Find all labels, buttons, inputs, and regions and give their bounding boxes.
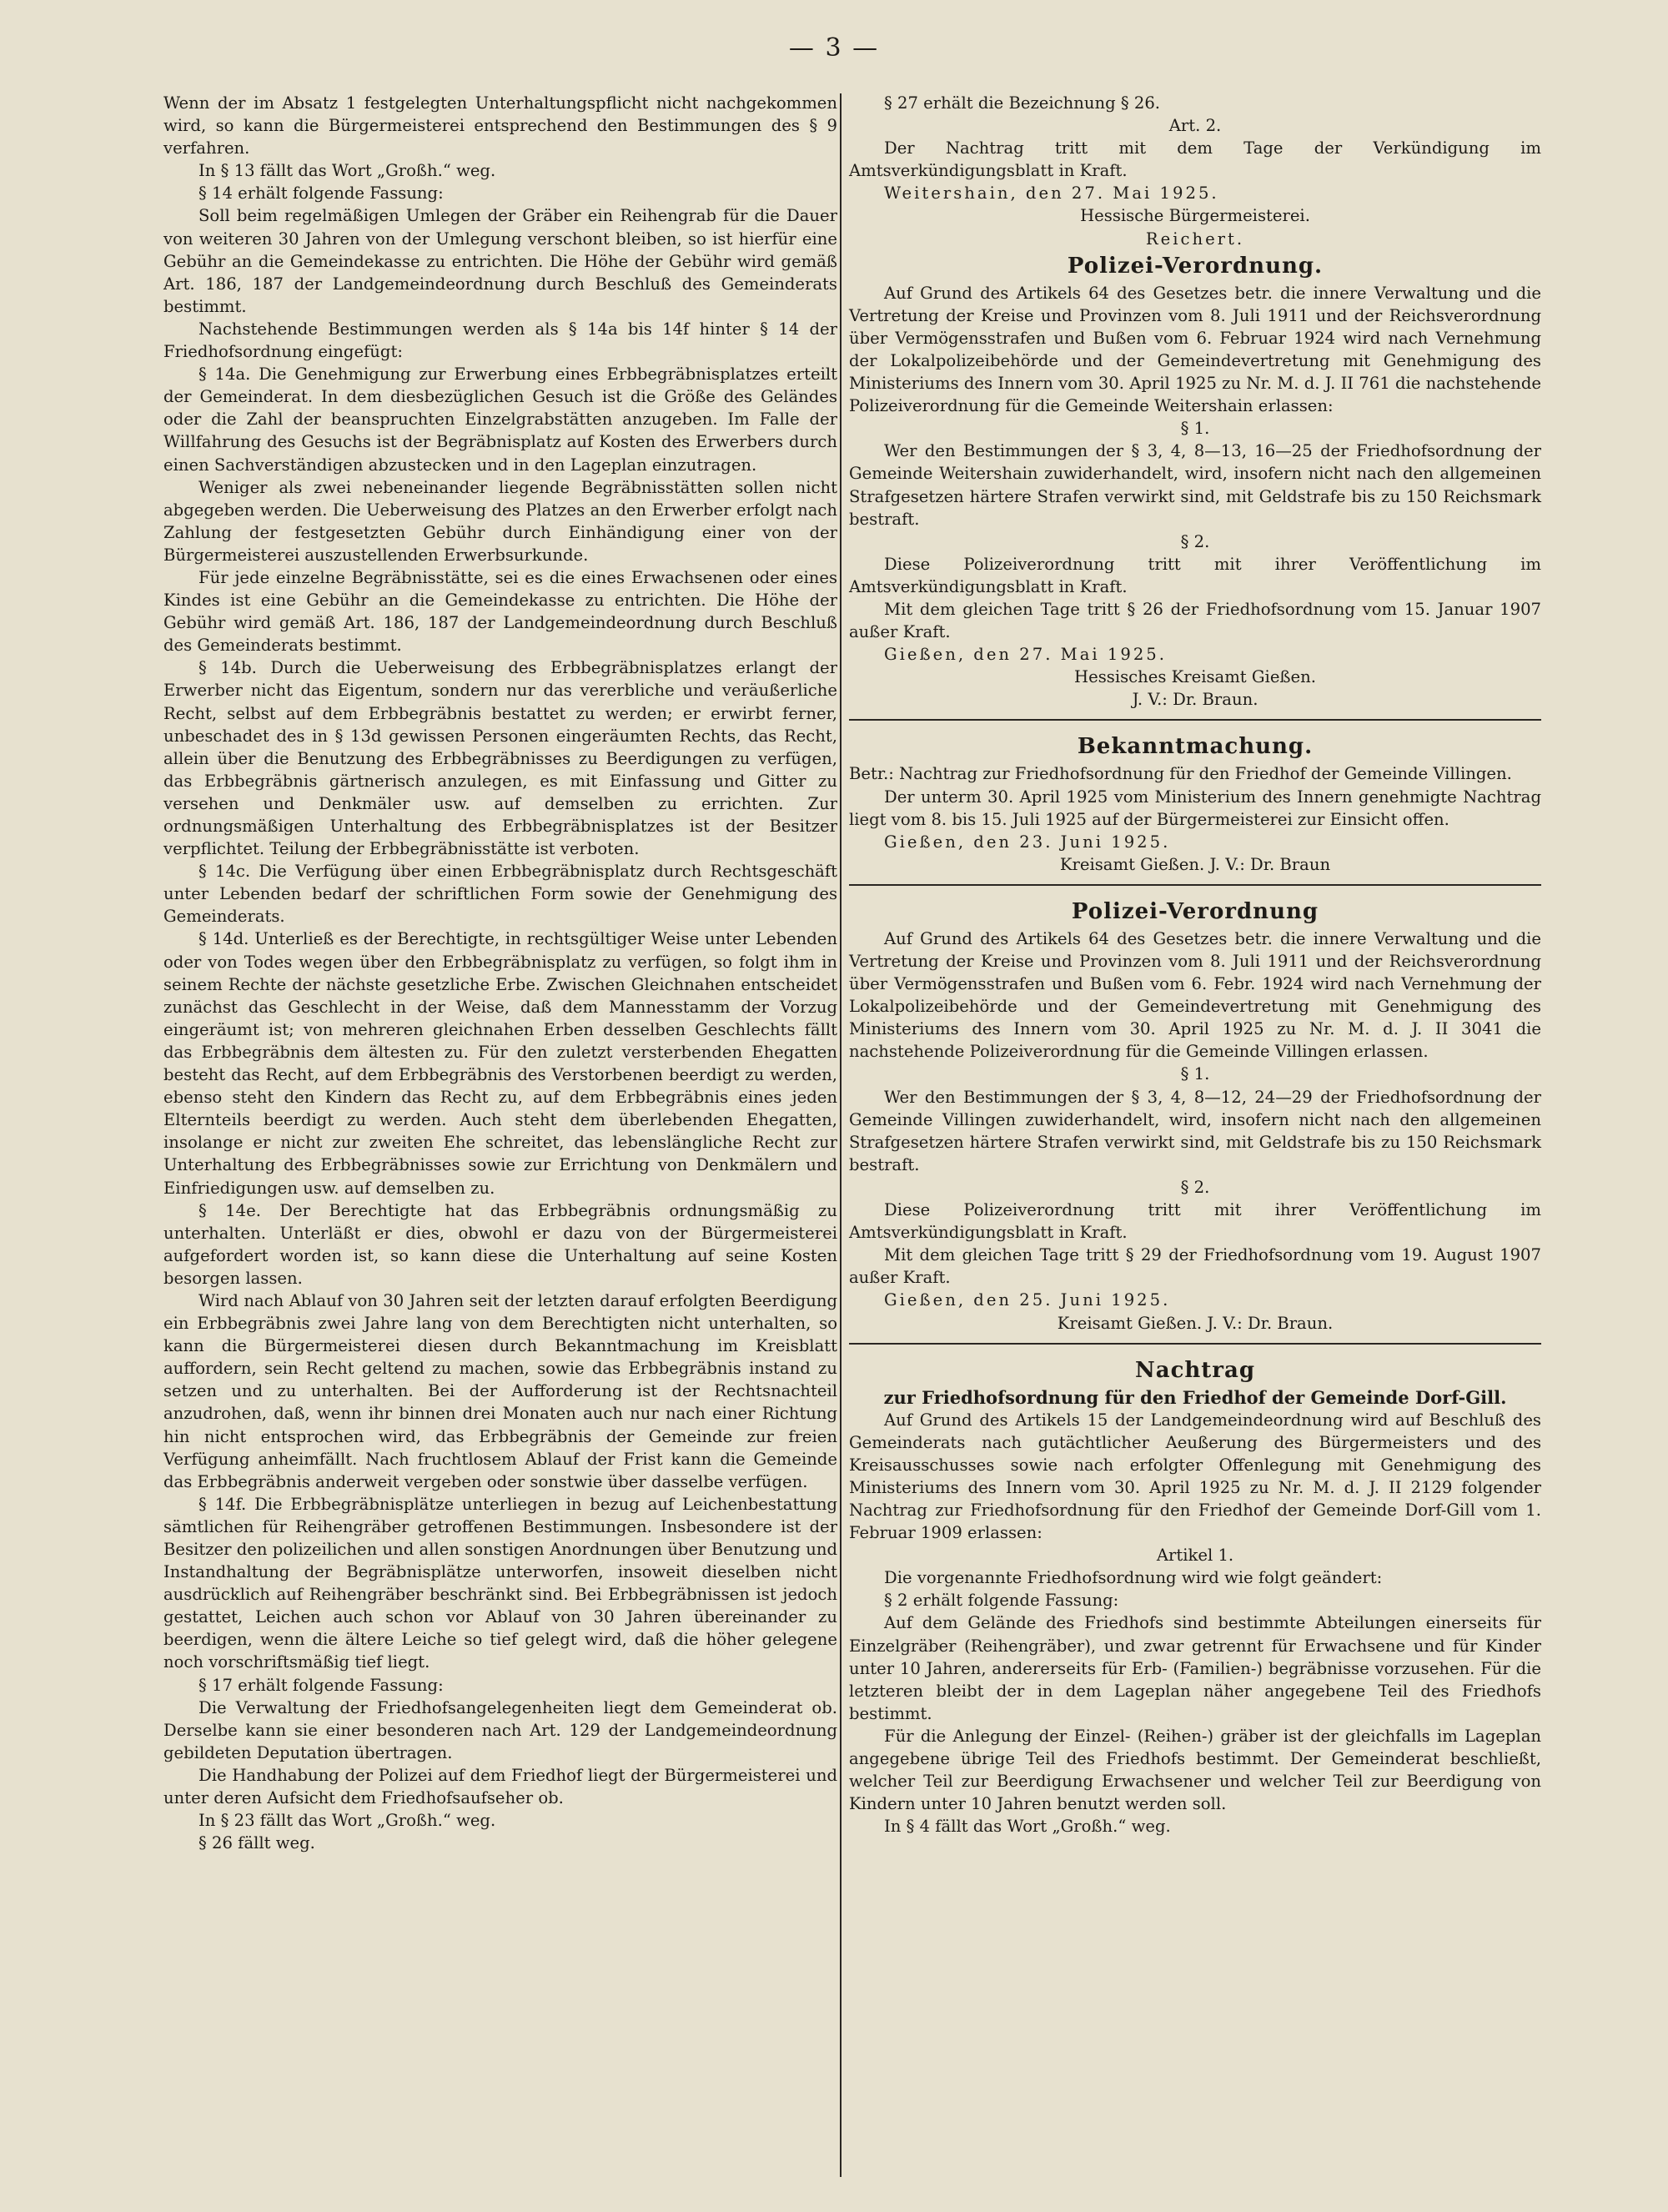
paragraph: § 14a. Die Genehmigung zur Erwerbung eines Erbbegräbnisplatzes erteilt der Gemeinderat. In dem diesbezüglichen Gesuch ist die Größe des Geländes oder die Zahl der beanspruchten Einzelgrabstätten anzugeben. Im Falle der Willfahrung des Gesuchs ist der Begräbnisplatz auf Kosten des Erwerbers durch einen Sachverständigen abzustecken und in den Lageplan einzutragen. bbox=[163, 364, 837, 475]
paragraph: Für jede einzelne Begräbnisstätte, sei es die eines Erwachsenen oder eines Kindes ist eine Gebühr an die Gemeindekasse zu entrichten. Die Höhe der Gebühr wird gemäß Art. 186, 187 der Landgemeindeordnung durch Beschluß des Gemeinderats bestimmt. bbox=[163, 567, 837, 656]
paragraph-label: § 2. bbox=[1180, 531, 1210, 551]
signature: Reichert. bbox=[1145, 229, 1245, 249]
polizei-verordnung-weitershain bbox=[849, 250, 1541, 711]
paragraph: Mit dem gleichen Tage tritt § 26 der Friedhofsordnung vom 15. Januar 1907 außer Kraft. bbox=[849, 599, 1541, 642]
section-heading: Polizei-Verordnung. bbox=[1067, 253, 1324, 279]
authority: Hessische Bürgermeisterei. bbox=[1080, 206, 1310, 226]
signature: Kreisamt Gießen. J. V.: Dr. Braun. bbox=[1057, 1313, 1334, 1333]
subject-line: Betr.: Nachtrag zur Friedhofsordnung für den Friedhof der Gemeinde Villingen. bbox=[849, 764, 1512, 784]
section-rule bbox=[849, 719, 1541, 721]
place-date: Weitershain, den 27. Mai 1925. bbox=[884, 183, 1219, 204]
paragraph: § 14e. Der Berechtigte hat das Erbbegräbnis ordnungsmäßig zu unterhalten. Unterläßt er dies, obwohl er dazu von der Bürgermeisterei aufgefordert worden ist, so kann diese die Unterhaltung auf seine Kosten besorgen lassen. bbox=[163, 1200, 837, 1288]
authority: Hessisches Kreisamt Gießen. bbox=[1074, 667, 1316, 687]
section-rule bbox=[849, 884, 1541, 886]
section-rule bbox=[849, 1343, 1541, 1345]
paragraph-label: § 1. bbox=[1180, 419, 1210, 439]
paragraph: § 27 erhält die Bezeichnung § 26. bbox=[884, 93, 1161, 113]
paragraph: Wird nach Ablauf von 30 Jahren seit der letzten darauf erfolgten Beerdigung ein Erbbegräbnis zwei Jahre lang von dem Berechtigten nicht unterhalten, so kann die Bürgermeisterei diesen durch Bekanntmachung im Kreisblatt auffordern, sein Recht geltend zu machen, sowie das Erbbegräbnis instand zu setzen und zu unterhalten. Bei der Aufforderung ist der Rechtsnachteil anzudrohen, daß, wenn ihr binnen drei Monaten auch nur nach einer Richtung hin nicht entsprochen wird, das Erbbegräbnis der Gemeinde zur freien Verfügung anheimfällt. Nach fruchtlosem Ablauf der Frist kann die Gemeinde das Erbbegräbnis anderweit vergeben oder sonstwie über dasselbe verfügen. bbox=[163, 1290, 837, 1491]
paragraph: § 17 erhält folgende Fassung: bbox=[198, 1675, 444, 1695]
nachtrag-dorf-gill bbox=[849, 1355, 1541, 1838]
place-date: Gießen, den 25. Juni 1925. bbox=[884, 1290, 1171, 1310]
paragraph: § 14c. Die Verfügung über einen Erbbegräbnisplatz durch Rechtsgeschäft unter Lebenden bedarf der schriftlichen Form sowie der Genehmigung des Gemeinderats. bbox=[163, 862, 837, 927]
paragraph: Die Handhabung der Polizei auf dem Friedhof liegt der Bürgermeisterei und unter deren Aufsicht dem Friedhofsaufseher ob. bbox=[163, 1765, 837, 1808]
left-column bbox=[163, 92, 837, 1854]
paragraph: In § 13 fällt das Wort „Großh.“ weg. bbox=[198, 161, 496, 181]
signature: Kreisamt Gießen. J. V.: Dr. Braun bbox=[1059, 854, 1331, 874]
paragraph: In § 23 fällt das Wort „Großh.“ weg. bbox=[198, 1811, 496, 1831]
paragraph: Die Verwaltung der Friedhofsangelegenheiten liegt dem Gemeinderat ob. Derselbe kann sie einer besonderen nach Art. 129 der Landgemeindeordnung gebildeten Deputation übertragen. bbox=[163, 1697, 837, 1762]
paragraph: Der unterm 30. April 1925 vom Ministerium des Innern genehmigte Nachtrag liegt vom 8. bis 15. Juli 1925 auf der Bürgermeisterei zur Einsicht offen. bbox=[849, 787, 1541, 829]
paragraph-label: § 1. bbox=[1180, 1064, 1210, 1084]
paragraph: Auf Grund des Artikels 64 des Gesetzes betr. die innere Verwaltung und die Vertretung der Kreise und Provinzen vom 8. Juli 1911 und der Reichsverordnung über Vermögensstrafen und Bußen vom 6. Februar 1924 wird nach Vernehmung der Lokalpolizeibehörde und der Gemeindevertretung mit Genehmigung des Ministeriums des Innern vom 30. April 1925 zu Nr. M. d. J. II 761 die nachstehende Polizeiverordnung für die Gemeinde Weitershain erlassen: bbox=[849, 283, 1541, 416]
paragraph: § 14d. Unterließ es der Berechtigte, in rechtsgültiger Weise unter Lebenden oder von Todes wegen über den Erbbegräbnisplatz zu verfügen, so folgt ihm in seinem Rechte der nächste gesetzliche Erbe. Zwischen Gleichnahen entscheidet zunächst das Geschlecht in der Weise, daß dem Mannesstamm der Vorzug eingeräumt ist; von mehreren gleichnahen Erben desselben Geschlechts fällt das Erbbegräbnis dem ältesten zu. Für den zuletzt versterbenden Ehegatten besteht das Recht, auf dem Erbbegräbnis des Verstorbenen beerdigt zu werden, ebenso steht den Kindern das Recht zu, auf dem Erbbegräbnis eines jeden Elternteils beerdigt zu werden. Auch steht dem überlebenden Ehegatten, insolange er nicht zur zweiten Ehe schreitet, das lebenslängliche Recht zur Unterhaltung des Erbbegräbnisses sowie zur Errichtung von Denkmälern und Einfriedigungen usw. auf demselben zu. bbox=[163, 929, 837, 1198]
section-subheading: zur Friedhofsordnung für den Friedhof der Gemeinde Dorf-Gill. bbox=[883, 1386, 1507, 1408]
paragraph: Auf Grund des Artikels 15 der Landgemeindeordnung wird auf Beschluß des Gemeinderats nach gutächtlicher Aeußerung des Bürgermeisters und des Kreisausschusses sowie nach erfolgter Offenlegung mit Genehmigung des Ministeriums des Innern vom 30. April 1925 zu Nr. M. d. J. II 2129 folgender Nachtrag zur Friedhofsordnung für den Friedhof der Gemeinde Dorf-Gill vom 1. Februar 1909 erlassen: bbox=[849, 1410, 1541, 1543]
paragraph: Auf Grund des Artikels 64 des Gesetzes betr. die innere Verwaltung und die Vertretung der Kreise und Provinzen vom 8. Juli 1911 und der Reichsverordnung über Vermögensstrafen und Bußen vom 6. Febr. 1924 wird nach Vernehmung der Lokalpolizeibehörde und der Gemeindevertretung mit Genehmigung des Ministeriums des Innern vom 30. April 1925 zu Nr. M. d. J. II 3041 die nachstehende Polizeiverordnung für die Gemeinde Villingen erlassen. bbox=[849, 928, 1541, 1062]
paragraph: Weniger als zwei nebeneinander liegende Begräbnisstätten sollen nicht abgegeben werden. Die Ueberweisung des Platzes an den Erwerber erfolgt nach Zahlung der festgesetzten Gebühr durch Einhändigung einer von der Bürgermeisterei auszustellenden Erwerbsurkunde. bbox=[163, 477, 837, 565]
paragraph: Nachstehende Bestimmungen werden als § 14a bis 14f hinter § 14 der Friedhofsordnung eingefügt: bbox=[163, 319, 837, 362]
paragraph: Diese Polizeiverordnung tritt mit ihrer Veröffentlichung im Amtsverkündigungsblatt in Kraft. bbox=[849, 554, 1541, 596]
bekanntmachung-villingen bbox=[849, 731, 1541, 875]
paragraph: § 2 erhält folgende Fassung: bbox=[884, 1591, 1119, 1611]
paragraph: Der Nachtrag tritt mit dem Tage der Verkündigung im Amtsverkündigungsblatt in Kraft. bbox=[849, 138, 1541, 181]
paragraph: Die vorgenannte Friedhofsordnung wird wie folgt geändert: bbox=[884, 1568, 1383, 1588]
right-column bbox=[849, 92, 1541, 1837]
section-heading: Nachtrag bbox=[1134, 1357, 1256, 1383]
page-number: — 3 — bbox=[788, 33, 880, 63]
paragraph: Für die Anlegung der Einzel- (Reihen-) gräber ist der gleichfalls im Lageplan angegebene übrige Teil des Friedhofs bestimmt. Der Gemeinderat beschließt, welcher Teil zur Beerdigung Erwachsener und welcher Teil zur Beerdigung von Kindern unter 10 Jahren benutzt werden soll. bbox=[849, 1726, 1541, 1814]
paragraph-label: § 2. bbox=[1180, 1177, 1210, 1197]
paragraph: § 14f. Die Erbbegräbnisplätze unterliegen in bezug auf Leichenbestattung sämtlichen für Reihengräber getroffenen Bestimmungen. Insbesondere ist der Besitzer den polizeilichen und allen sonstigen Anordnungen über Benutzung und Instandhaltung der Begräbnisplätze unterworfen, insoweit dieselben nicht ausdrücklich auf Reihengräber beschränkt sind. Bei Erbbegräbnissen ist jedoch gestattet, Leichen auch schon vor Ablauf von 30 Jahren übereinander zu beerdigen, wenn die ältere Leiche so tief gelegt wird, daß die höher gelegene noch vorschriftsmäßig tief liegt. bbox=[163, 1494, 837, 1672]
place-date: Gießen, den 27. Mai 1925. bbox=[884, 645, 1167, 665]
paragraph: Wenn der im Absatz 1 festgelegten Unterhaltungspflicht nicht nachgekommen wird, so kann die Bürgermeisterei entsprechend den Bestimmungen des § 9 verfahren. bbox=[163, 93, 837, 158]
article-label: Artikel 1. bbox=[1156, 1546, 1234, 1566]
polizei-verordnung-villingen bbox=[849, 896, 1541, 1335]
paragraph: Auf dem Gelände des Friedhofs sind bestimmte Abteilungen einerseits für Einzelgräber (Reihengräber), und zwar getrennt für Erwachsene und für Kinder unter 10 Jahren, andererseits für Erb- (Familien-) begräbnisse vorzusehen. Für die letzteren bleibt der in dem Lageplan näher angegebene Teil des Friedhofs bestimmt. bbox=[849, 1613, 1541, 1723]
section-heading: Bekanntmachung. bbox=[1077, 734, 1314, 760]
paragraph: Soll beim regelmäßigen Umlegen der Gräber ein Reihengrab für die Dauer von weiteren 30 Jahren von der Umlegung verschont bleiben, so ist hierfür eine Gebühr an die Gemeindekasse zu entrichten. Die Höhe der Gebühr wird gemäß Art. 186, 187 der Landgemeindeordnung durch Beschluß des Gemeinderats bestimmt. bbox=[163, 206, 837, 316]
section-heading: Polizei-Verordnung bbox=[1071, 898, 1319, 924]
paragraph: Wer den Bestimmungen der § 3, 4, 8—13, 16—25 der Friedhofsordnung der Gemeinde Weitershain zuwiderhandelt, wird, insofern nicht nach den allgemeinen Strafgesetzen härtere Strafen verwirkt sind, mit Geldstrafe bis zu 150 Reichsmark bestraft. bbox=[849, 441, 1541, 529]
article-label: Art. 2. bbox=[1168, 116, 1222, 136]
paragraph: § 14 erhält folgende Fassung: bbox=[198, 183, 444, 204]
paragraph: Mit dem gleichen Tage tritt § 29 der Friedhofsordnung vom 19. August 1907 außer Kraft. bbox=[849, 1245, 1541, 1288]
signature: J. V.: Dr. Braun. bbox=[1132, 690, 1259, 710]
paragraph: In § 4 fällt das Wort „Großh.“ weg. bbox=[884, 1817, 1171, 1837]
place-date: Gießen, den 23. Juni 1925. bbox=[884, 832, 1171, 852]
column-divider bbox=[840, 93, 842, 2177]
paragraph: Diese Polizeiverordnung tritt mit ihrer Veröffentlichung im Amtsverkündigungsblatt in Kraft. bbox=[849, 1200, 1541, 1243]
paragraph: § 14b. Durch die Ueberweisung des Erbbegräbnisplatzes erlangt der Erwerber nicht das Eigentum, sondern nur das vererbliche und veräußerliche Recht, selbst auf dem Erbbegräbnis bestattet zu werden; er erwirbt ferner, unbeschadet des in § 13d gewissen Personen eingeräumten Rechts, das Recht, allein über die Benutzung des Erbbegräbnisses zu Beerdigungen zu verfügen, das Erbbegräbnis gärtnerisch anzulegen, es mit Einfassung und Gitter zu versehen und Denkmäler usw. auf demselben zu errichten. Zur ordnungsmäßigen Unterhaltung des Erbbegräbnisplatzes ist der Besitzer verpflichtet. Teilung der Erbbegräbnisstätte ist verboten. bbox=[163, 658, 837, 859]
paragraph: Wer den Bestimmungen der § 3, 4, 8—12, 24—29 der Friedhofsordnung der Gemeinde Villingen zuwiderhandelt, wird, insofern nicht nach den allgemeinen Strafgesetzen härtere Strafen verwirkt sind, mit Geldstrafe bis zu 150 Reichsmark bestraft. bbox=[849, 1087, 1541, 1174]
nachtrag-weitershain-end bbox=[849, 92, 1541, 250]
paragraph: § 26 fällt weg. bbox=[198, 1833, 315, 1853]
